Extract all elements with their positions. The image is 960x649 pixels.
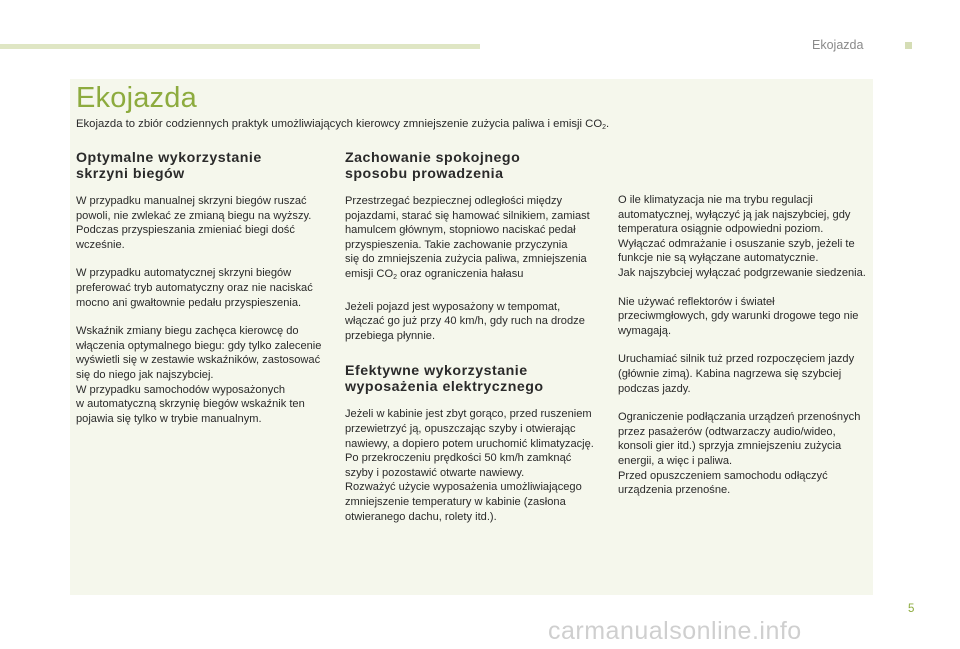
- safe-distance-main: Przestrzegać bezpiecznej odległości między pojazdami, starać się hamować silnikiem, zamiast hamulcem głównym, stopniowo naciskać pedał przyspieszenia. Takie zachowanie przyczynia się do zmniejszenia zużycia paliwa, zmniejszenia emisji CO: [345, 195, 590, 280]
- intro-end: .: [606, 118, 610, 130]
- paragraph-cruise-control: Jeżeli pojazd jest wyposażony w tempomat, włączać go już przy 40 km/h, gdy ruch na drodze przebiega płynnie.: [345, 300, 585, 342]
- page-title: Ekojazda: [76, 82, 197, 114]
- paragraph-air-conditioning: O ile klimatyzacja nie ma trybu regulacji automatycznej, wyłączyć ją jak najszybciej, gdy temperatura osiągnie odpowiedni poziom. Wyłączać odmrażanie i osuszanie szyb, jeżeli te funkcje nie są wyłączane automatycznie. Jak najszybciej wyłączać podgrzewanie siedzenia.: [618, 194, 866, 279]
- watermark: carmanualsonline.info: [548, 617, 802, 645]
- paragraph-gear-indicator: Wskaźnik zmiany biegu zachęca kierowcę do włączenia optymalnego biegu: gdy tylko zalecenie wyświetli się w zestawie wskaźników, zastosować się do niego jak najszybciej. W przypadku samochodów wyposażonych w automatyczną skrzynię biegów wskaźnik ten pojawia się tylko w trybie manualnym.: [76, 325, 322, 425]
- header-square-marker: [905, 42, 912, 49]
- heading-gearbox-line2: skrzyni biegów: [76, 166, 185, 182]
- intro-text: [76, 118, 609, 131]
- header-accent-bar: [0, 44, 480, 49]
- paragraph-automatic-gearbox: W przypadku automatycznej skrzyni biegów preferować tryb automatyczny oraz nie naciskać mocno ani gwałtownie pedału przyspieszenia.: [76, 267, 313, 309]
- heading-electrical-line2: wyposażenia elektrycznego: [345, 379, 544, 396]
- column-electrical: [618, 193, 868, 512]
- heading-calm-driving: [345, 150, 605, 182]
- heading-calm-driving-line1: Zachowanie spokojnego: [345, 150, 521, 166]
- safe-distance-subscript: 2: [393, 273, 397, 281]
- paragraph-portable-devices: Ograniczenie podłączania urządzeń przenośnych przez pasażerów (odtwarzaczy audio/wideo, konsoli gier itd.) sprzyja zmniejszeniu zużycia energii, a więc i paliwa. Przed opuszczeniem samochodu odłączyć urządzenia przenośne.: [618, 411, 861, 497]
- heading-gearbox-line1: Optymalne wykorzystanie: [76, 150, 262, 166]
- heading-electrical-line1: Efektywne wykorzystanie: [345, 363, 528, 380]
- safe-distance-end: oraz ograniczenia hałasu: [396, 267, 524, 280]
- column-gearbox: [76, 150, 326, 440]
- paragraph-manual-gearbox: W przypadku manualnej skrzyni biegów ruszać powoli, nie zwlekać ze zmianą biegu na wyższy. Podczas przyspieszania zmieniać biegi dość wcześnie.: [76, 195, 312, 251]
- header-section-label: Ekojazda: [812, 38, 864, 52]
- paragraph-safe-distance: [345, 194, 605, 286]
- heading-gearbox: [76, 150, 326, 182]
- column-driving: [345, 150, 605, 538]
- page-number: 5: [908, 603, 915, 615]
- intro-subscript: 2: [602, 124, 607, 131]
- heading-calm-driving-line2: sposobu prowadzenia: [345, 166, 504, 182]
- paragraph-cabin-heat: Jeżeli w kabinie jest zbyt gorąco, przed ruszeniem przewietrzyć ją, opuszczając szyby i otwierając nawiewy, a dopiero potem uruchomić klimatyzację. Po przekroczeniu prędkości 50 km/h zamknąć szyby i pozostawić otwarte nawiewy. Rozważyć użycie wyposażenia umożliwiającego zmniejszenie temperatury w kabinie (zasłona otwieranego dachu, rolety itd.).: [345, 408, 594, 523]
- intro-main: Ekojazda to zbiór codziennych praktyk umożliwiających kierowcy zmniejszenie zużycia paliwa i emisji CO: [76, 118, 603, 130]
- heading-electrical: [345, 363, 605, 395]
- paragraph-fog-lights: Nie używać reflektorów i świateł przeciwmgłowych, gdy warunki drogowe tego nie wymagają.: [618, 295, 859, 337]
- paragraph-engine-start: Uruchamiać silnik tuż przed rozpoczęciem jazdy (głównie zimą). Kabina nagrzewa się szybciej podczas jazdy.: [618, 353, 855, 395]
